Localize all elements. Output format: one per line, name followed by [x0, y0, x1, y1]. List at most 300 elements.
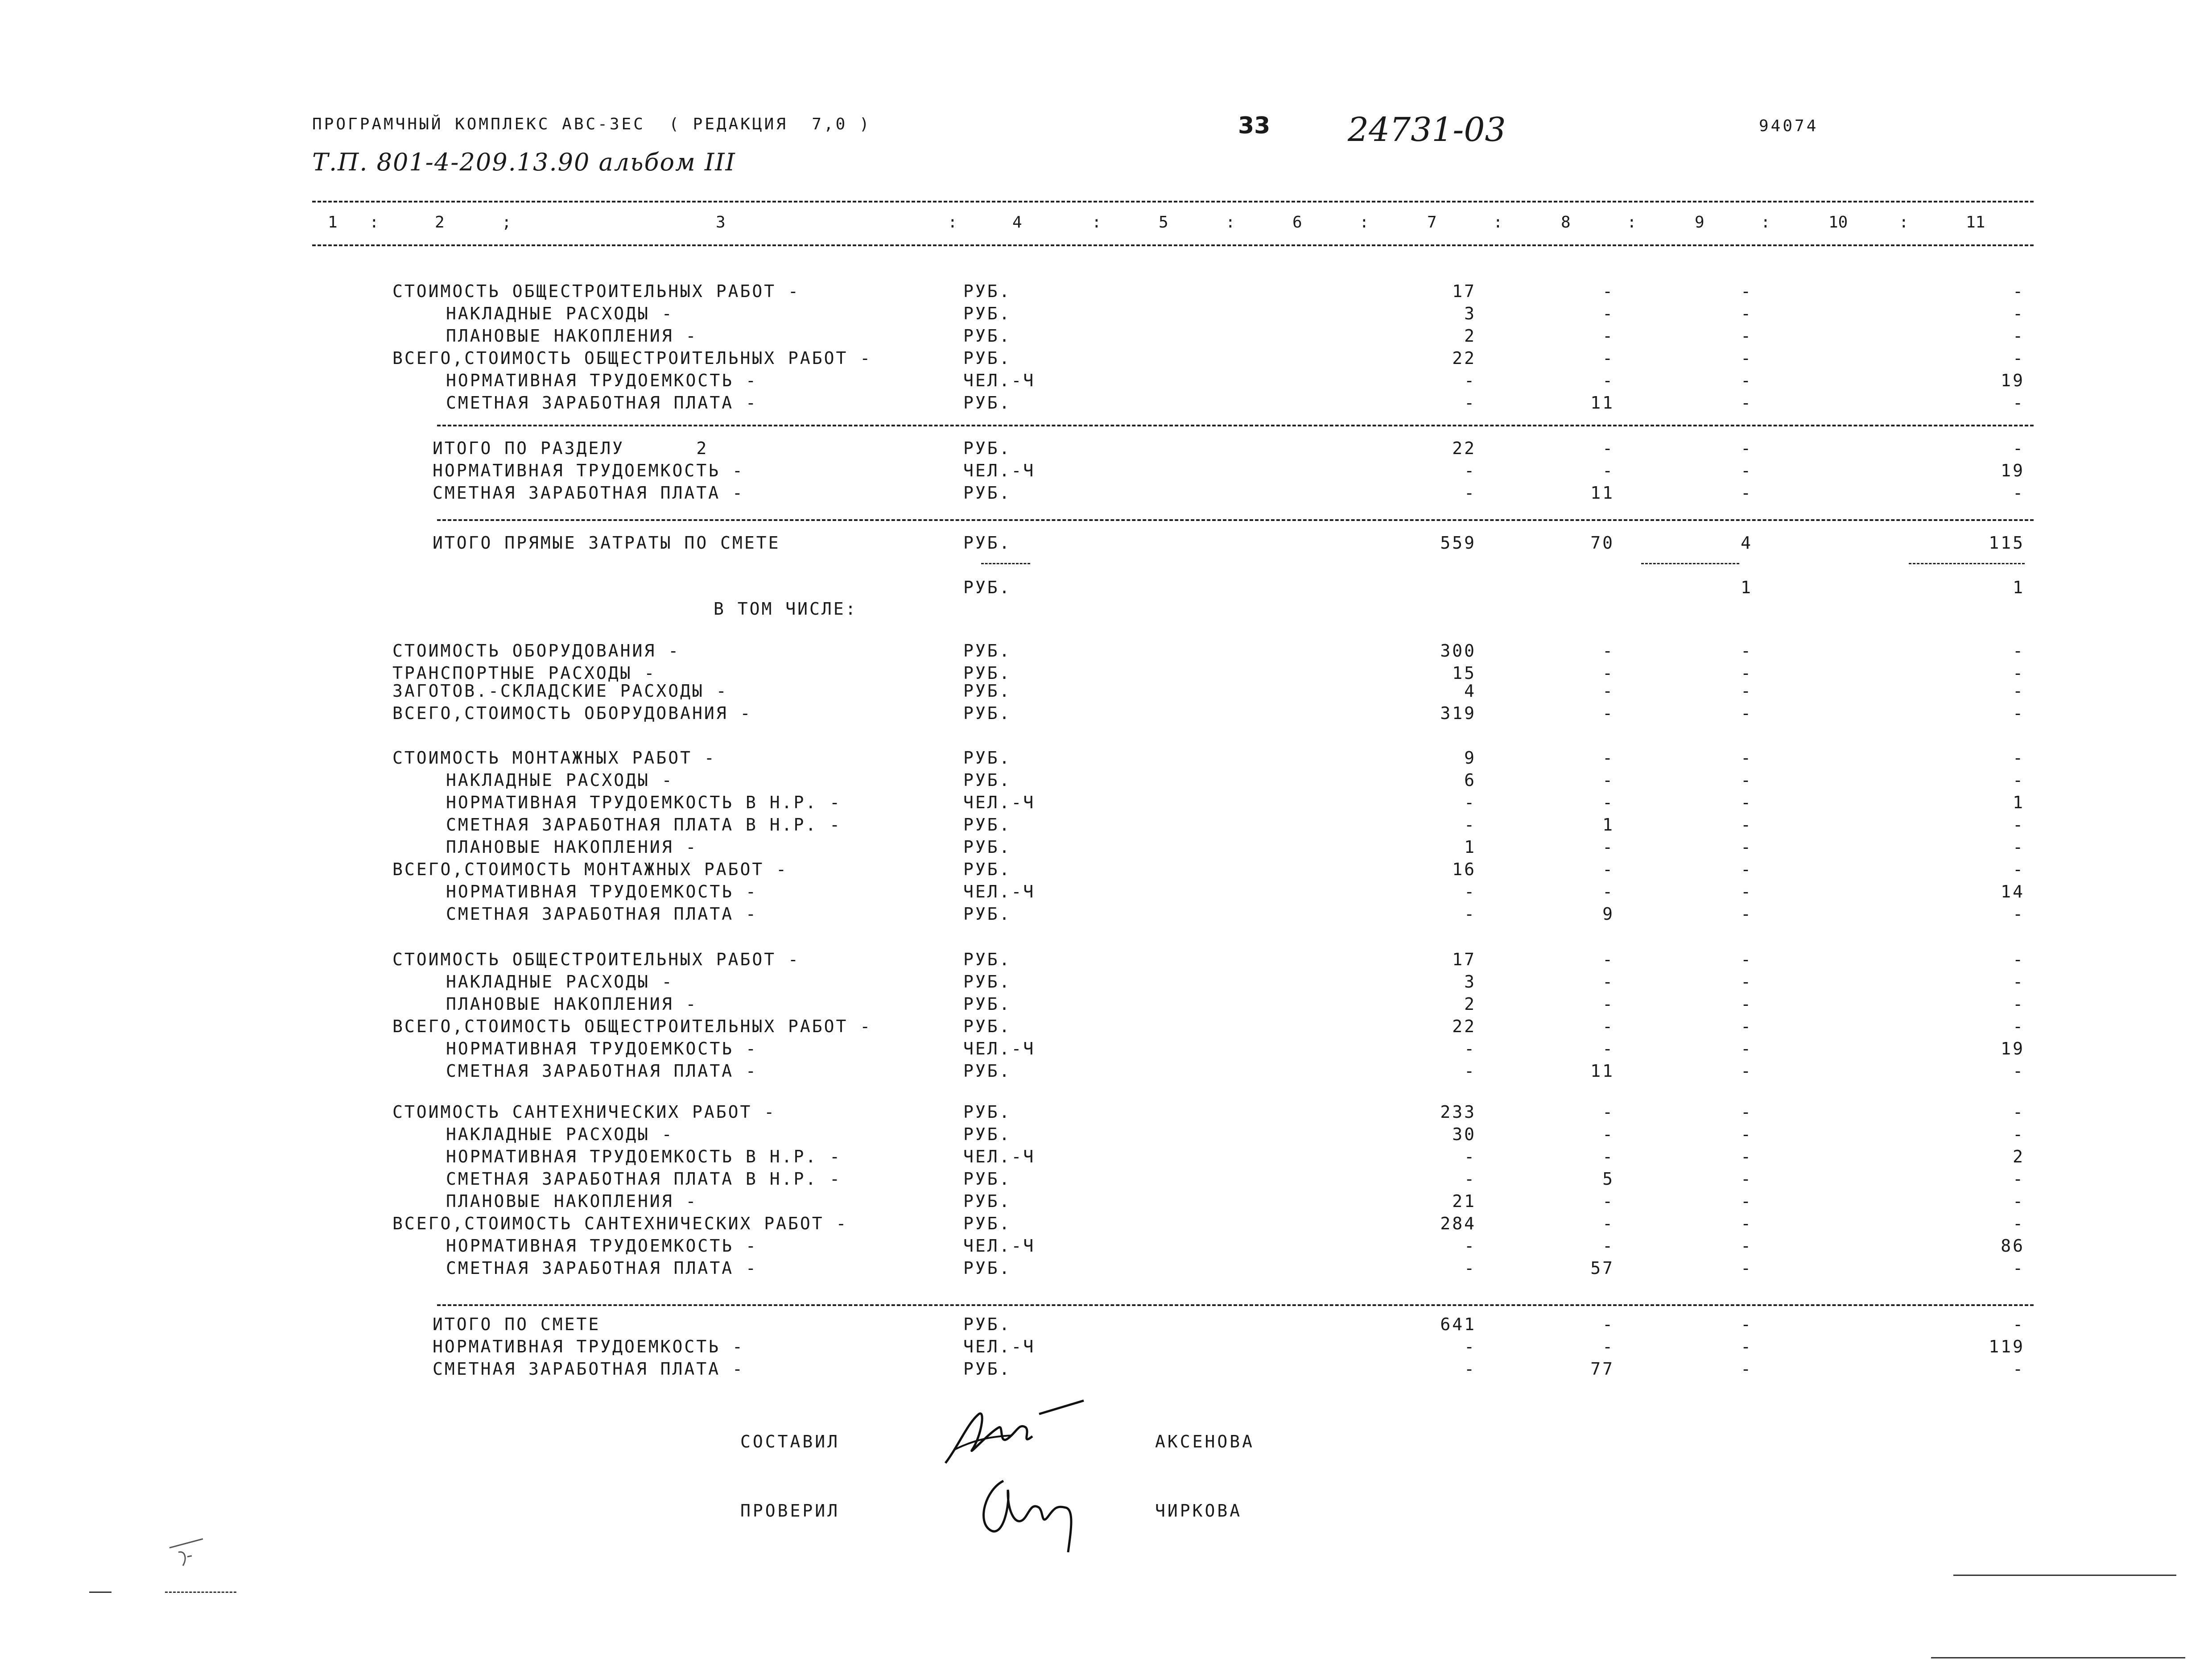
margin-line [1931, 1657, 2185, 1658]
row-unit: РУБ. [963, 837, 1011, 857]
cell-col-8: - [1602, 972, 1614, 992]
row-label: СМЕТНАЯ ЗАРАБОТНАЯ ПЛАТА В Н.Р. - [446, 1169, 842, 1189]
cell-col-9: - [1741, 994, 1753, 1014]
cell-col-11: 19 [2001, 371, 2025, 390]
row-label: НОРМАТИВНАЯ ТРУДОЕМКОСТЬ - [446, 1236, 758, 1256]
row-unit: РУБ. [963, 533, 1011, 553]
cell-col-9: - [1741, 703, 1753, 723]
row-unit: РУБ. [963, 770, 1011, 790]
table-row [0, 791, 2212, 814]
subtotal-underline [1641, 563, 1739, 564]
section-divider [437, 425, 2034, 426]
cell-col-7: - [1464, 1061, 1476, 1081]
cell-col-9: - [1741, 1169, 1753, 1189]
cell-col-11: - [2013, 393, 2025, 413]
col-header-2: 2 [435, 213, 445, 232]
cell-col-9: - [1741, 304, 1753, 323]
row-unit: ЧЕЛ.-Ч [963, 1039, 1036, 1058]
cell-col-11: 115 [1989, 533, 2025, 553]
row-label: НАКЛАДНЫЕ РАСХОДЫ - [446, 304, 674, 323]
cell-col-7: 2 [1464, 994, 1476, 1014]
cell-col-8: - [1602, 348, 1614, 368]
cell-col-7: 284 [1440, 1214, 1476, 1233]
table-row [0, 769, 2212, 791]
cell-col-8: 11 [1590, 393, 1614, 413]
cell-col-9: - [1741, 326, 1753, 346]
cell-col-11: 86 [2001, 1236, 2025, 1256]
cell-col-9: - [1741, 461, 1753, 480]
cell-col-9: - [1741, 393, 1753, 413]
table-row [0, 836, 2212, 858]
row-unit: РУБ. [963, 972, 1011, 992]
cell-col-9: - [1741, 1359, 1753, 1379]
cell-col-8: 1 [1602, 815, 1614, 835]
cell-col-11: - [2013, 950, 2025, 969]
cell-col-8: - [1602, 281, 1614, 301]
cell-col-7: 300 [1440, 641, 1476, 661]
row-unit: РУБ. [963, 1125, 1011, 1144]
cell-col-11: - [2013, 703, 2025, 723]
row-label: СТОИМОСТЬ ОБОРУДОВАНИЯ - [392, 641, 681, 661]
cell-col-7: 9 [1464, 748, 1476, 768]
cell-col-7: - [1464, 483, 1476, 503]
table-row [0, 993, 2212, 1015]
row-unit: РУБ. [963, 748, 1011, 768]
cell-col-11: 19 [2001, 461, 2025, 480]
table-row [0, 1257, 2212, 1279]
cell-col-9: - [1741, 1061, 1753, 1081]
checked-signature [968, 1463, 1102, 1557]
table-row [0, 392, 2212, 414]
row-unit: ЧЕЛ.-Ч [963, 882, 1036, 901]
cell-col-8: 9 [1602, 904, 1614, 924]
cell-col-7: 17 [1452, 950, 1476, 969]
cell-col-9: - [1741, 815, 1753, 835]
cell-col-9: - [1741, 281, 1753, 301]
cell-col-7: - [1464, 815, 1476, 835]
cell-col-7: - [1464, 1359, 1476, 1379]
row-label: СТОИМОСТЬ ОБЩЕСТРОИТЕЛЬНЫХ РАБОТ - [392, 950, 800, 969]
cell-col-9: - [1741, 371, 1753, 390]
row-label: ИТОГО ПРЯМЫЕ ЗАТРАТЫ ПО СМЕТЕ [433, 533, 780, 553]
row-unit: РУБ. [963, 1214, 1011, 1233]
cell-col-11: - [2013, 304, 2025, 323]
cell-col-7: - [1464, 1039, 1476, 1058]
table-row [0, 1358, 2212, 1380]
cell-col-11: - [2013, 815, 2025, 835]
row-label: ИТОГО ПО РАЗДЕЛУ 2 [433, 438, 709, 458]
cell-col-9: - [1741, 1337, 1753, 1356]
cell-col-8: - [1602, 326, 1614, 346]
row-label: ПЛАНОВЫЕ НАКОПЛЕНИЯ - [446, 837, 698, 857]
cell-col-11: - [2013, 860, 2025, 879]
row-label: ПЛАНОВЫЕ НАКОПЛЕНИЯ - [446, 326, 698, 346]
cell-col-8: - [1602, 1039, 1614, 1058]
row-unit: РУБ. [963, 703, 1011, 723]
table-row [0, 302, 2212, 325]
cell-col-9: 4 [1741, 533, 1753, 553]
cell-col-8: - [1602, 1102, 1614, 1122]
cell-col-9: - [1741, 770, 1753, 790]
table-row [0, 814, 2212, 836]
cell-col-8: - [1602, 1337, 1614, 1356]
cell-col-11: - [2013, 1061, 2025, 1081]
cell-col-7: 22 [1452, 348, 1476, 368]
cell-col-8: - [1602, 371, 1614, 390]
cell-col-9: - [1741, 1191, 1753, 1211]
table-row [0, 598, 2212, 620]
cell-col-11: - [2013, 663, 2025, 683]
cell-col-11: - [2013, 1359, 2025, 1379]
row-unit: РУБ. [963, 1315, 1011, 1334]
row-unit: РУБ. [963, 860, 1011, 879]
row-unit: РУБ. [963, 304, 1011, 323]
cell-col-8: 11 [1590, 1061, 1614, 1081]
table-row [0, 702, 2212, 724]
row-unit: РУБ. [963, 1102, 1011, 1122]
table-row [0, 1038, 2212, 1060]
row-label: НОРМАТИВНАЯ ТРУДОЕМКОСТЬ - [446, 1039, 758, 1058]
row-unit: ЧЕЛ.-Ч [963, 1147, 1036, 1166]
row-unit: РУБ. [963, 681, 1011, 701]
cell-col-7: - [1464, 1236, 1476, 1256]
table-row [0, 881, 2212, 903]
cell-col-11: - [2013, 748, 2025, 768]
cell-col-11: - [2013, 904, 2025, 924]
compiled-signature [937, 1396, 1088, 1472]
cell-col-9: - [1741, 1147, 1753, 1166]
cell-col-8: - [1602, 438, 1614, 458]
row-unit: РУБ. [963, 483, 1011, 503]
table-row [0, 1235, 2212, 1257]
row-label: СТОИМОСТЬ МОНТАЖНЫХ РАБОТ - [392, 748, 716, 768]
cell-col-7: - [1464, 904, 1476, 924]
col-header-4: 4 [1012, 213, 1022, 232]
cell-col-8: - [1602, 793, 1614, 812]
col-header-11: 11 [1966, 213, 1985, 232]
table-row [0, 747, 2212, 769]
table-row [0, 1335, 2212, 1358]
cell-col-8: - [1602, 1191, 1614, 1211]
table-row [0, 1313, 2212, 1335]
row-label: ПЛАНОВЫЕ НАКОПЛЕНИЯ - [446, 1191, 698, 1211]
table-row [0, 948, 2212, 971]
row-label: СТОИМОСТЬ ОБЩЕСТРОИТЕЛЬНЫХ РАБОТ - [392, 281, 800, 301]
row-label: СМЕТНАЯ ЗАРАБОТНАЯ ПЛАТА - [446, 393, 758, 413]
cell-col-9: - [1741, 681, 1753, 701]
row-label: СМЕТНАЯ ЗАРАБОТНАЯ ПЛАТА - [433, 1359, 744, 1379]
row-label: НОРМАТИВНАЯ ТРУДОЕМКОСТЬ В Н.Р. - [446, 793, 842, 812]
cell-col-8: - [1602, 748, 1614, 768]
section-divider [437, 519, 2034, 521]
row-unit: РУБ. [963, 663, 1011, 683]
cell-col-8: - [1602, 994, 1614, 1014]
cell-col-7: - [1464, 882, 1476, 901]
row-unit: РУБ. [963, 1191, 1011, 1211]
table-row [0, 1101, 2212, 1123]
row-unit: ЧЕЛ.-Ч [963, 461, 1036, 480]
estimate-page: ПРОГРАМЧНЫЙ КОМПЛЕКС АВС-ЗЕС ( РЕДАКЦИЯ 7,0 ) Т.П. 801-4-209.13.90 альбом III 33 24731-03 94074 1 2 3 4 5 6 7 8 9 10 11 : ; : : : : : : : : СТОИМОСТЬ ОБЩЕСТРОИТЕЛЬНЫХ РАБОТ - РУБ. 17 - - - НАКЛАДНЫЕ РАСХОДЫ - РУБ. 3 - - - ПЛАНОВЫЕ НАКОПЛЕНИЯ - РУБ. 2 - - - ВСЕГО,СТОИМОСТЬ ОБЩЕСТРОИТЕЛЬНЫХ РАБОТ - РУБ. 22 - - - НОРМАТИВНАЯ ТРУДОЕМКОСТЬ - ЧЕЛ.-Ч - - - 19 СМЕТНАЯ ЗАРАБОТНАЯ ПЛАТА - РУБ. - 11 - - ИТОГО ПО РАЗДЕЛУ 2 РУБ. 22 - - - НОРМАТИВНАЯ ТРУДОЕМКОСТЬ - ЧЕЛ.-Ч - - - 19 СМЕТНАЯ ЗАРАБОТНАЯ ПЛАТА - РУБ. - 11 - - ИТОГО ПРЯМЫЕ ЗАТРАТЫ ПО СМЕТЕ РУБ. 559 70 4 115 РУБ. 1 1 В ТОМ ЧИСЛЕ: СТОИМОСТЬ ОБОРУДОВАНИЯ - РУБ. 300 - - - ТРАНСПОРТНЫЕ РАСХОДЫ - РУБ. 15 - - - ЗАГОТОВ.-СКЛАДСКИЕ РАСХОДЫ - РУБ. 4 - - - ВСЕГО,СТОИМОСТЬ ОБОРУДОВАНИЯ - РУБ. 319 - - - СТОИМОСТЬ МОНТАЖНЫХ РАБОТ - РУБ. 9 - - - НАКЛАДНЫЕ РАСХОДЫ - РУБ. 6 - - - НОРМАТИВНАЯ ТРУДОЕМКОСТЬ В Н.Р. - ЧЕЛ.-Ч - - - 1 СМЕТНАЯ ЗАРАБОТНАЯ ПЛАТА В Н.Р. - РУБ. - 1 - - ПЛАНОВЫЕ НАКОПЛЕНИЯ - РУБ. 1 - - - ВСЕГО,СТОИМОСТЬ МОНТАЖНЫХ РАБОТ - РУБ. 16 - - - НОРМАТИВНАЯ ТРУДОЕМКОСТЬ - ЧЕЛ.-Ч - - - 14 СМЕТНАЯ ЗАРАБОТНАЯ ПЛАТА - РУБ. - 9 - - СТОИМОСТЬ ОБЩЕСТРОИТЕЛЬНЫХ РАБОТ - РУБ. 17 - - - НАКЛАДНЫЕ РАСХОДЫ - РУБ. 3 - - - ПЛАНОВЫЕ НАКОПЛЕНИЯ - РУБ. 2 - - - ВСЕГО,СТОИМОСТЬ ОБЩЕСТРОИТЕЛЬНЫХ РАБОТ - РУБ. 22 - - - НОРМАТИВНАЯ ТРУДОЕМКОСТЬ - ЧЕЛ.-Ч - - - 19 СМЕТНАЯ ЗАРАБОТНАЯ ПЛАТА - РУБ. - 11 - - СТОИМОСТЬ САНТЕХНИЧЕСКИХ РАБОТ - РУБ. 233 - - - НАКЛАДНЫЕ РАСХОДЫ - РУБ. 30 - - - НОРМАТИВНАЯ ТРУДОЕМКОСТЬ В Н.Р. - ЧЕЛ.-Ч - - - 2 СМЕТНАЯ ЗАРАБОТНАЯ ПЛАТА В Н.Р. - РУБ. - 5 - - ПЛАНОВЫЕ НАКОПЛЕНИЯ - РУБ. 21 - - - ВСЕГО,СТОИМОСТЬ САНТЕХНИЧЕСКИХ РАБОТ - РУБ. 284 - - - НОРМАТИВНАЯ ТРУДОЕМКОСТЬ - ЧЕЛ.-Ч - - - 86 СМЕТНАЯ ЗАРАБОТНАЯ ПЛАТА - РУБ. - 57 - - ИТОГО ПО СМЕТЕ РУБ. 641 - - - НОРМАТИВНАЯ ТРУДОЕМКОСТЬ - ЧЕЛ.-Ч - - - 119 СМЕТНАЯ ЗАРАБОТНАЯ ПЛАТА - РУБ. - 77 - - СОСТАВИЛ АКСЕНОВА ПРОВЕРИЛ ЧИРКОВА [0, 0, 2212, 1662]
cell-col-9: - [1741, 1258, 1753, 1278]
cell-col-9: - [1741, 972, 1753, 992]
cell-col-8: - [1602, 641, 1614, 661]
row-label: СМЕТНАЯ ЗАРАБОТНАЯ ПЛАТА - [446, 1258, 758, 1278]
row-label: СМЕТНАЯ ЗАРАБОТНАЯ ПЛАТА - [433, 483, 744, 503]
row-label: СМЕТНАЯ ЗАРАБОТНАЯ ПЛАТА В Н.Р. - [446, 815, 842, 835]
cell-col-7: 6 [1464, 770, 1476, 790]
row-label: ИТОГО ПО СМЕТЕ [433, 1315, 601, 1334]
table-row [0, 971, 2212, 993]
cell-col-11: - [2013, 1191, 2025, 1211]
cell-col-7: - [1464, 1337, 1476, 1356]
cell-col-7: 559 [1440, 533, 1476, 553]
cell-col-11: 19 [2001, 1039, 2025, 1058]
cell-col-11: - [2013, 438, 2025, 458]
margin-line [1953, 1575, 2176, 1576]
cell-col-11: - [2013, 483, 2025, 503]
cell-col-7: 30 [1452, 1125, 1476, 1144]
cell-col-8: - [1602, 860, 1614, 879]
row-label: НОРМАТИВНАЯ ТРУДОЕМКОСТЬ - [433, 1337, 744, 1356]
cell-col-8: 5 [1602, 1169, 1614, 1189]
row-unit: РУБ. [963, 281, 1011, 301]
table-row [0, 437, 2212, 459]
cell-col-7: 17 [1452, 281, 1476, 301]
row-label: НОРМАТИВНАЯ ТРУДОЕМКОСТЬ - [446, 882, 758, 901]
table-row [0, 640, 2212, 662]
row-label: НАКЛАДНЫЕ РАСХОДЫ - [446, 1125, 674, 1144]
cell-col-7: 4 [1464, 681, 1476, 701]
table-row [0, 532, 2212, 554]
row-unit: РУБ. [963, 438, 1011, 458]
cell-col-11: - [2013, 1017, 2025, 1036]
cell-col-9: - [1741, 1214, 1753, 1233]
cell-col-11: - [2013, 770, 2025, 790]
cell-col-7: 3 [1464, 304, 1476, 323]
cell-col-8: - [1602, 1315, 1614, 1334]
table-row [0, 1060, 2212, 1082]
col-header-1: 1 [328, 213, 338, 232]
row-unit: РУБ. [963, 1359, 1011, 1379]
row-unit: РУБ. [963, 904, 1011, 924]
cell-col-9: - [1741, 1236, 1753, 1256]
table-row [0, 459, 2212, 482]
cell-col-7: - [1464, 393, 1476, 413]
cell-col-8: - [1602, 1214, 1614, 1233]
handwritten-project-ref: Т.П. 801-4-209.13.90 альбом III [312, 148, 736, 176]
cell-col-11: 2 [2013, 1147, 2025, 1166]
software-header: ПРОГРАМЧНЫЙ КОМПЛЕКС АВС-ЗЕС ( РЕДАКЦИЯ 7,0 ) [312, 115, 871, 133]
column-header-bottom-rule [312, 244, 2034, 246]
cell-col-9: - [1741, 438, 1753, 458]
col-header-9: 9 [1695, 213, 1704, 232]
cell-col-8: - [1602, 770, 1614, 790]
cell-col-7: 641 [1440, 1315, 1476, 1334]
row-label: ВСЕГО,СТОИМОСТЬ ОБЩЕСТРОИТЕЛЬНЫХ РАБОТ - [392, 1017, 872, 1036]
cell-col-8: - [1602, 461, 1614, 480]
cell-col-7: 16 [1452, 860, 1476, 879]
cell-col-8: - [1602, 882, 1614, 901]
row-label: СМЕТНАЯ ЗАРАБОТНАЯ ПЛАТА - [446, 1061, 758, 1081]
table-row [0, 1190, 2212, 1212]
document-code: 24731-03 [1348, 111, 1506, 149]
col-header-8: 8 [1561, 213, 1571, 232]
table-row [0, 1123, 2212, 1145]
row-unit: РУБ. [963, 815, 1011, 835]
cell-col-9: - [1741, 1039, 1753, 1058]
cell-col-8: - [1602, 703, 1614, 723]
cell-col-8: 11 [1590, 483, 1614, 503]
cell-col-7: 233 [1440, 1102, 1476, 1122]
cell-col-8: 77 [1590, 1359, 1614, 1379]
row-label: ЗАГОТОВ.-СКЛАДСКИЕ РАСХОДЫ - [392, 681, 728, 701]
margin-line [89, 1592, 111, 1593]
row-label: НОРМАТИВНАЯ ТРУДОЕМКОСТЬ - [433, 461, 744, 480]
table-row [0, 347, 2212, 369]
cell-col-11: - [2013, 681, 2025, 701]
cell-col-11: - [2013, 641, 2025, 661]
cell-col-8: - [1602, 681, 1614, 701]
cell-col-11: - [2013, 1169, 2025, 1189]
row-label: СТОИМОСТЬ САНТЕХНИЧЕСКИХ РАБОТ - [392, 1102, 776, 1122]
table-row [0, 1212, 2212, 1235]
row-label: НАКЛАДНЫЕ РАСХОДЫ - [446, 770, 674, 790]
cell-col-7: 22 [1452, 1017, 1476, 1036]
row-unit: РУБ. [963, 1169, 1011, 1189]
compiled-name: АКСЕНОВА [1155, 1432, 1255, 1451]
cell-col-7: 15 [1452, 663, 1476, 683]
table-row [0, 482, 2212, 504]
column-header-top-rule [312, 201, 2034, 203]
cell-col-9: - [1741, 860, 1753, 879]
cell-col-7: - [1464, 1169, 1476, 1189]
cell-col-7: 319 [1440, 703, 1476, 723]
cell-col-8: 57 [1590, 1258, 1614, 1278]
checked-name: ЧИРКОВА [1155, 1501, 1242, 1521]
row-unit: РУБ. [963, 1061, 1011, 1081]
row-unit: ЧЕЛ.-Ч [963, 1337, 1036, 1356]
row-unit: РУБ. [963, 326, 1011, 346]
cell-col-7: - [1464, 371, 1476, 390]
cell-col-11: 14 [2001, 882, 2025, 901]
cell-col-9: - [1741, 348, 1753, 368]
cell-col-8: - [1602, 950, 1614, 969]
cell-col-9: - [1741, 882, 1753, 901]
row-unit: ЧЕЛ.-Ч [963, 793, 1036, 812]
row-unit: РУБ. [963, 641, 1011, 661]
cell-col-7: - [1464, 1258, 1476, 1278]
unit-underline [981, 563, 1030, 564]
row-unit: РУБ. [963, 1017, 1011, 1036]
cell-col-7: 22 [1452, 438, 1476, 458]
row-unit: РУБ. [963, 578, 1011, 597]
cell-col-11: - [2013, 837, 2025, 857]
cell-col-9: - [1741, 483, 1753, 503]
section-divider [437, 1304, 2034, 1306]
col-header-3: 3 [716, 213, 726, 232]
cell-col-7: - [1464, 461, 1476, 480]
row-unit: ЧЕЛ.-Ч [963, 371, 1036, 390]
table-row [0, 903, 2212, 925]
cell-col-7: 21 [1452, 1191, 1476, 1211]
cell-col-9: - [1741, 950, 1753, 969]
cell-col-11: - [2013, 1102, 2025, 1122]
row-label: ВСЕГО,СТОИМОСТЬ ОБОРУДОВАНИЯ - [392, 703, 752, 723]
row-unit: ЧЕЛ.-Ч [963, 1236, 1036, 1256]
cell-col-8: - [1602, 1017, 1614, 1036]
cell-col-11: - [2013, 994, 2025, 1014]
table-row [0, 325, 2212, 347]
cell-col-11: - [2013, 1214, 2025, 1233]
table-row [0, 576, 2212, 599]
table-row [0, 680, 2212, 702]
cell-col-8: - [1602, 1236, 1614, 1256]
cell-col-9: - [1741, 663, 1753, 683]
cell-col-11: - [2013, 1315, 2025, 1334]
col-header-5: 5 [1159, 213, 1168, 232]
row-label: ПЛАНОВЫЕ НАКОПЛЕНИЯ - [446, 994, 698, 1014]
cell-col-9: - [1741, 793, 1753, 812]
cell-col-11: - [2013, 1125, 2025, 1144]
cell-col-9: - [1741, 1125, 1753, 1144]
cell-col-8: - [1602, 1147, 1614, 1166]
cell-col-11: - [2013, 326, 2025, 346]
cell-col-8: 70 [1590, 533, 1614, 553]
table-row [0, 1145, 2212, 1168]
cell-col-11: - [2013, 1258, 2025, 1278]
subtotal-underline [1909, 563, 2025, 564]
compiled-label: СОСТАВИЛ [740, 1432, 840, 1451]
row-label: ВСЕГО,СТОИМОСТЬ САНТЕХНИЧЕСКИХ РАБОТ - [392, 1214, 848, 1233]
checked-label: ПРОВЕРИЛ [740, 1501, 840, 1521]
reference-number: 94074 [1759, 117, 1819, 135]
page-number: 33 [1238, 112, 1271, 139]
cell-col-9: - [1741, 748, 1753, 768]
cell-col-11: 119 [1989, 1337, 2025, 1356]
cell-col-9: - [1741, 1102, 1753, 1122]
margin-line [165, 1592, 236, 1593]
col-header-6: 6 [1292, 213, 1302, 232]
row-label: ТРАНСПОРТНЫЕ РАСХОДЫ - [392, 663, 656, 683]
cell-col-11: - [2013, 348, 2025, 368]
cell-col-9: - [1741, 904, 1753, 924]
row-unit: РУБ. [963, 994, 1011, 1014]
cell-col-7: 2 [1464, 326, 1476, 346]
cell-col-8: - [1602, 1125, 1614, 1144]
cell-col-9: - [1741, 641, 1753, 661]
row-unit: РУБ. [963, 950, 1011, 969]
row-label: НОРМАТИВНАЯ ТРУДОЕМКОСТЬ - [446, 371, 758, 390]
table-row [0, 1168, 2212, 1190]
row-label: В ТОМ ЧИСЛЕ: [714, 599, 858, 619]
row-unit: РУБ. [963, 348, 1011, 368]
cell-col-11: - [2013, 972, 2025, 992]
cell-col-7: - [1464, 1147, 1476, 1166]
table-row [0, 280, 2212, 302]
row-label: НОРМАТИВНАЯ ТРУДОЕМКОСТЬ В Н.Р. - [446, 1147, 842, 1166]
row-label: НАКЛАДНЫЕ РАСХОДЫ - [446, 972, 674, 992]
cell-col-7: - [1464, 793, 1476, 812]
cell-col-9: 1 [1741, 578, 1753, 597]
cell-col-9: - [1741, 837, 1753, 857]
col-header-7: 7 [1427, 213, 1437, 232]
cell-col-8: - [1602, 663, 1614, 683]
table-row [0, 858, 2212, 881]
col-header-10: 10 [1828, 213, 1848, 232]
row-unit: РУБ. [963, 1258, 1011, 1278]
table-row [0, 1015, 2212, 1038]
margin-scribble [161, 1534, 214, 1575]
